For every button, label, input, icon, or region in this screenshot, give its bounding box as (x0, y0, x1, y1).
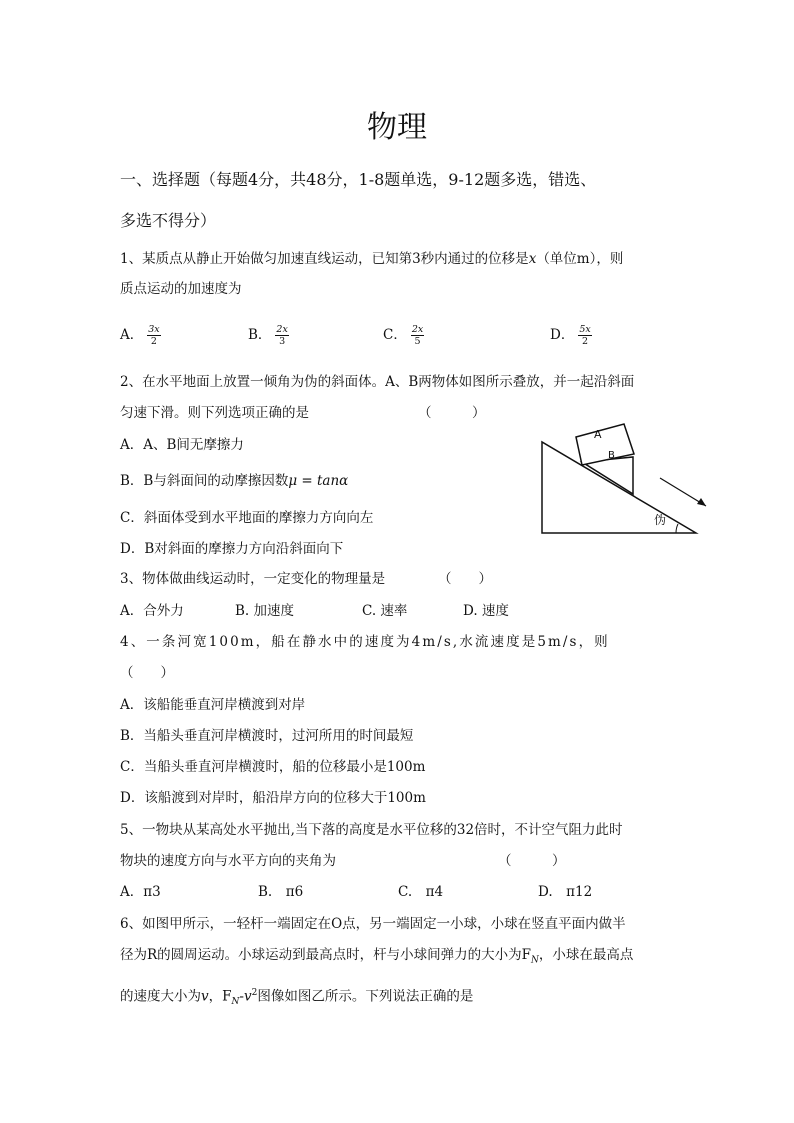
q4-option-d[interactable]: D．该船渡到对岸时，船沿岸方向的位移大于100m (120, 790, 426, 806)
q1-option-c[interactable]: C． $\frac{2x}{5}$ (383, 324, 424, 347)
q4-option-a[interactable]: A．该船能垂直河岸横渡到对岸 (120, 697, 306, 713)
q5-stem-line2: 物块的速度方向与水平方向的夹角为 (120, 853, 336, 869)
q4-stem: 4、一条河宽100m，船在静水中的速度为4m/s,水流速度是5m/s，则 (120, 634, 610, 650)
q2-option-d[interactable]: D．B对斜面的摩擦力方向沿斜面向下 (120, 541, 344, 557)
q1-stem-line1: 1、某质点从静止开始做匀加速直线运动，已知第3秒内通过的位移是x（单位m），则 (120, 251, 624, 267)
q3-option-c[interactable]: C. 速率 (362, 603, 408, 619)
block-a (576, 424, 634, 465)
q5-option-c[interactable]: C. π4 (398, 884, 444, 900)
q1-option-d[interactable]: D． $\frac{5x}{2}$ (550, 324, 591, 347)
q2-stem-line2: 匀速下滑。则下列选项正确的是 (120, 405, 309, 421)
block-b-label: B (608, 450, 615, 461)
q2-stem-line1: 2、在水平地面上放置一倾角为伪的斜面体。A、B两物体如图所示叠放，并一起沿斜面 (120, 374, 635, 390)
q2-answer-paren: （ ） (418, 405, 486, 421)
section-heading-line1: 一、选择题（每题4分，共48分，1-8题单选，9-12题多选，错选、 (120, 170, 597, 189)
angle-arc (676, 524, 678, 533)
q1-option-a[interactable]: A． $\frac{3x}{2}$ (120, 324, 160, 347)
q2-option-b[interactable]: B．B与斜面间的动摩擦因数μ = tanα (120, 473, 349, 489)
q4-answer-paren: （ ） (120, 665, 174, 681)
q3-option-b[interactable]: B. 加速度 (235, 603, 295, 619)
q1-option-b[interactable]: B． $\frac{2x}{3}$ (248, 324, 288, 347)
q3-option-d[interactable]: D. 速度 (463, 603, 509, 619)
q3-answer-paren: （ ） (438, 571, 492, 587)
q5-option-a[interactable]: A．π3 (120, 884, 161, 900)
q6-stem-line3: 的速度大小为v，$F_N-v^2$图像如图乙所示。下列说法正确的是 (120, 988, 474, 1008)
q3-stem: 3、物体做曲线运动时，一定变化的物理量是 (120, 571, 386, 587)
q4-option-c[interactable]: C．当船头垂直河岸横渡时，船的位移最小是100m (120, 759, 426, 775)
section-heading-line2: 多选不得分） (120, 211, 217, 230)
q2-option-a[interactable]: A．A、B间无摩擦力 (120, 437, 244, 453)
q2-option-c[interactable]: C．斜面体受到水平地面的摩擦力方向向左 (120, 510, 374, 526)
page-title: 物理 (367, 110, 427, 145)
q5-option-b[interactable]: B. π6 (258, 884, 304, 900)
q5-option-d[interactable]: D. π12 (538, 884, 593, 900)
motion-arrow-head (697, 498, 706, 506)
q3-option-a[interactable]: A．合外力 (120, 603, 184, 619)
q4-option-b[interactable]: B．当船头垂直河岸横渡时，过河所用的时间最短 (120, 728, 414, 744)
angle-label: 伪 (654, 513, 667, 527)
q5-stem-line1: 5、一物块从某高处水平抛出,当下落的高度是水平位移的32倍时，不计空气阻力此时 (120, 822, 623, 838)
q1-stem-line2: 质点运动的加速度为 (120, 281, 242, 297)
q6-stem-line2: 径为R的圆周运动。小球运动到最高点时，杆与小球间弹力的大小为$F_N$，小球在最高点 (120, 947, 634, 966)
q5-answer-paren: （ ） (498, 853, 566, 869)
q6-stem-line1: 6、如图甲所示，一轻杆一端固定在O点，另一端固定一小球，小球在竖直平面内做半 (120, 916, 626, 932)
block-a-label: A (594, 428, 602, 441)
